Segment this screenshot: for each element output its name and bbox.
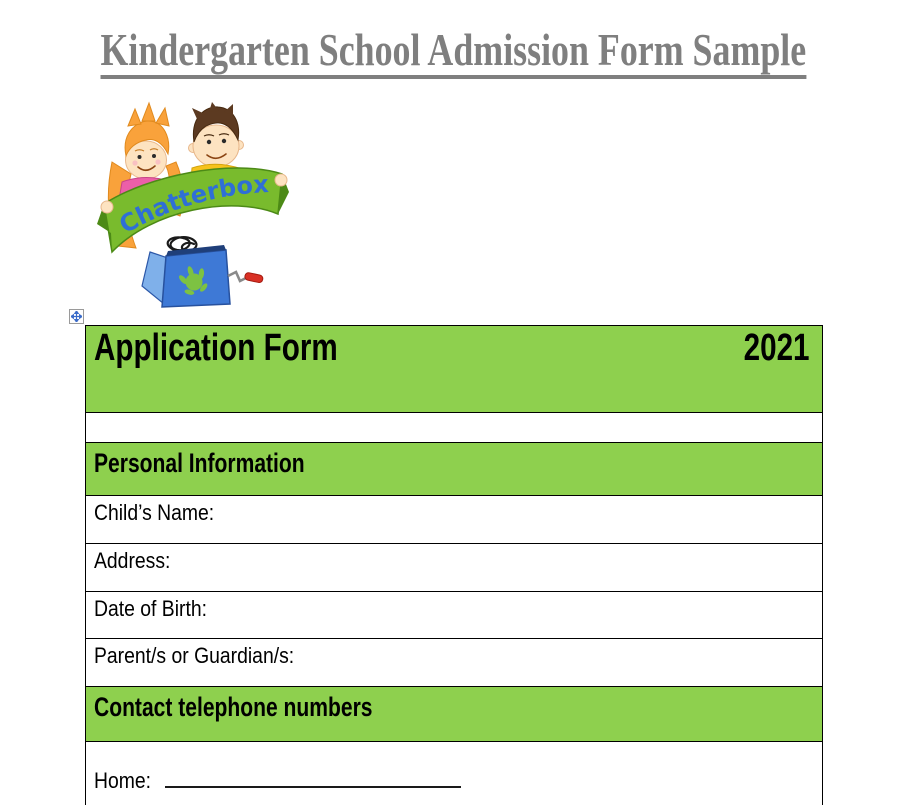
chatterbox-logo-svg — [92, 100, 302, 310]
crank-icon — [228, 272, 263, 283]
field-label: Address: — [94, 548, 171, 573]
form-title: Application Form — [94, 327, 338, 369]
section-contact-telephone[interactable] — [86, 687, 822, 742]
application-form-table — [85, 325, 823, 805]
banner-text: Chatterbox — [114, 170, 270, 240]
field-date-of-birth[interactable] — [86, 592, 822, 639]
form-year: 2021 — [744, 327, 810, 369]
section-personal-information[interactable] — [86, 443, 822, 496]
field-label: Home: — [94, 768, 152, 793]
blank-row[interactable] — [86, 413, 822, 443]
chatterbox-logo-image[interactable] — [92, 100, 302, 310]
field-label: Parent/s or Guardian/s: — [94, 643, 295, 668]
home-blank-line[interactable] — [165, 764, 461, 788]
field-address[interactable] — [86, 544, 822, 592]
field-child-name[interactable] — [86, 496, 822, 544]
logo-box — [142, 245, 263, 307]
form-header-row[interactable] — [86, 326, 822, 413]
page-title — [0, 26, 906, 79]
move-arrows-icon — [71, 311, 82, 322]
page-title-text: Kindergarten School Admission Form Sample — [100, 26, 806, 79]
field-label: Date of Birth: — [94, 596, 207, 621]
table-move-handle[interactable] — [69, 309, 84, 324]
field-guardians[interactable] — [86, 639, 822, 687]
field-label: Child’s Name: — [94, 500, 215, 525]
field-home-phone[interactable] — [86, 742, 822, 805]
section-heading: Personal Information — [94, 448, 305, 478]
section-heading: Contact telephone numbers — [94, 692, 373, 722]
